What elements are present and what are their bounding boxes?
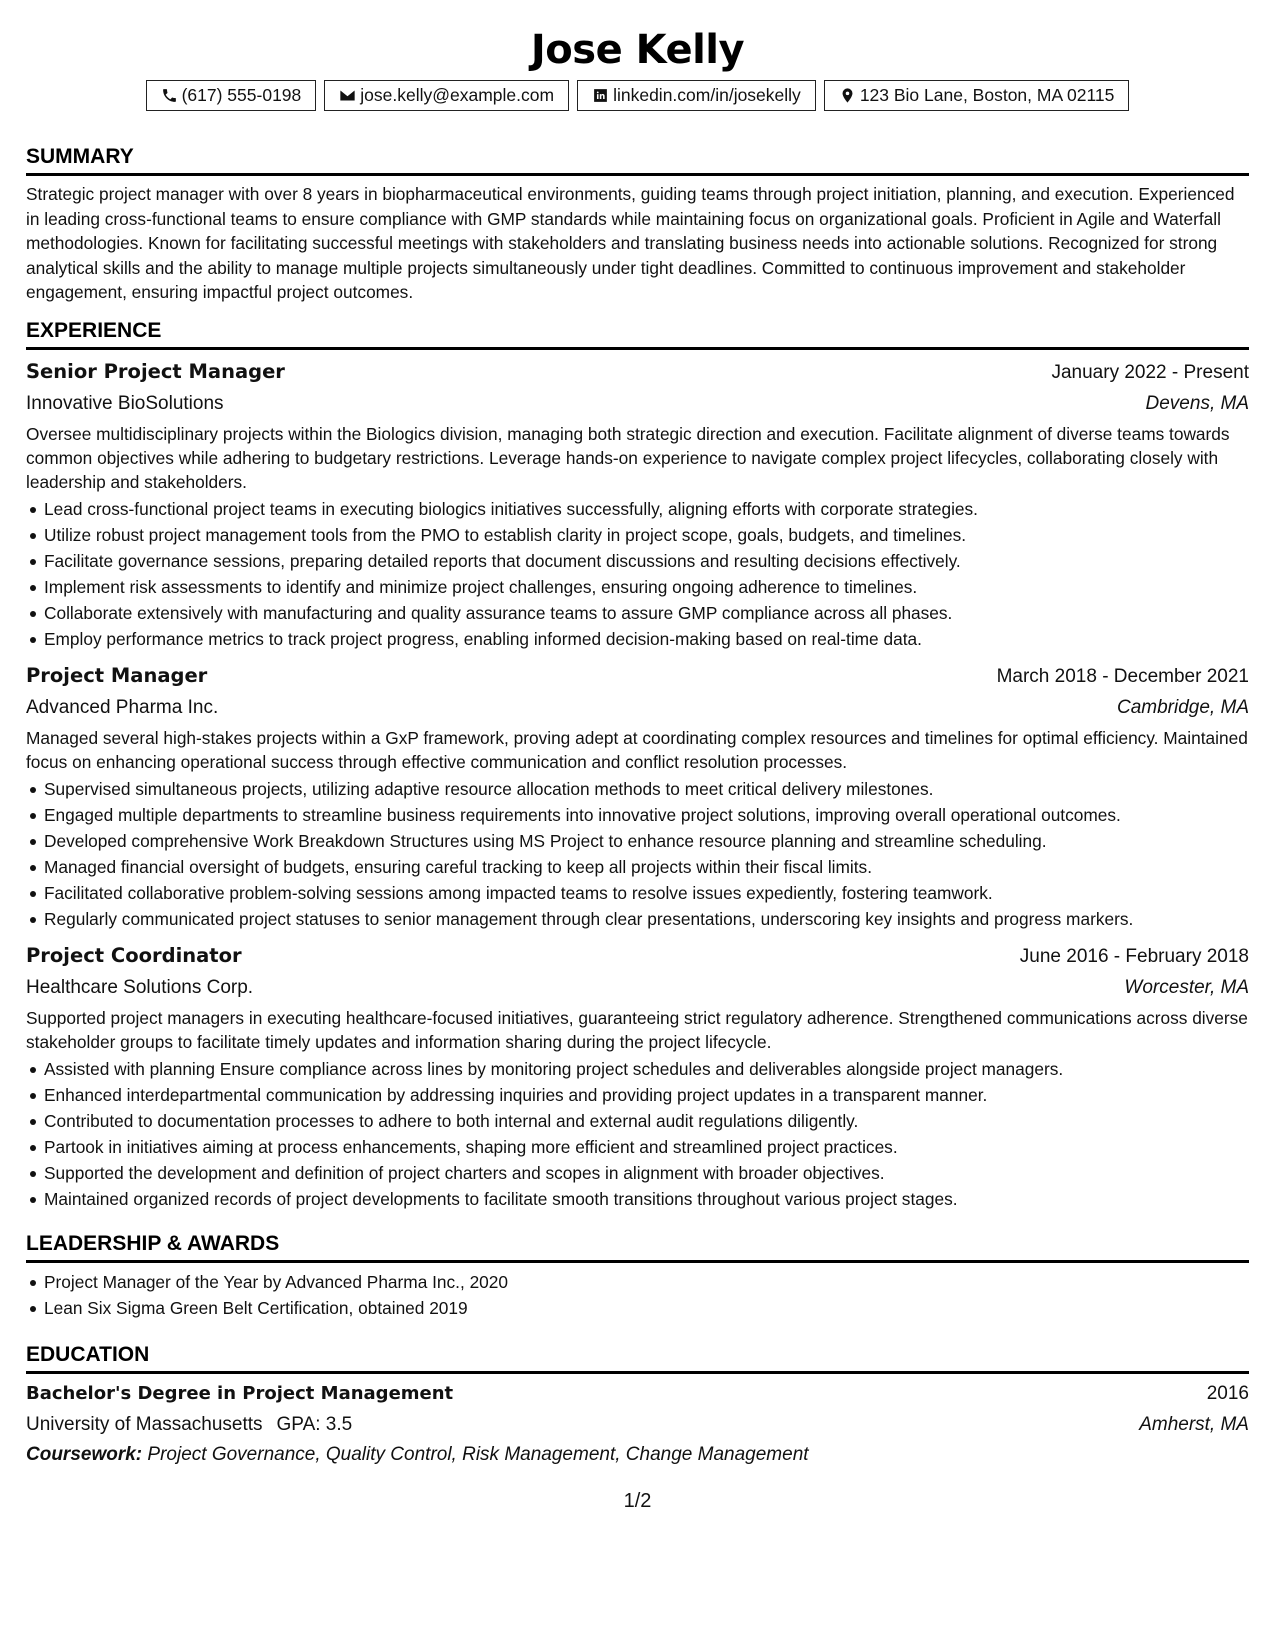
contact-address[interactable] — [824, 80, 1130, 111]
job-company: Healthcare Solutions Corp. — [26, 976, 254, 998]
list-item: Engaged multiple departments to streamline business requirements into innovative project solutions, improving overall operational outcomes. — [26, 802, 1249, 828]
list-item: Facilitated collaborative problem-solving sessions among impacted teams to resolve issues expediently, fostering teamwork. — [26, 880, 1249, 906]
contact-email-text: jose.kelly@example.com — [360, 85, 555, 105]
job-location: Worcester, MA — [1124, 976, 1249, 998]
graduation-year: 2016 — [1206, 1382, 1249, 1404]
list-item: Partook in initiatives aiming at process enhancements, shaping more efficient and streamlined project practices. — [26, 1134, 1249, 1160]
gpa: GPA: 3.5 — [276, 1413, 353, 1435]
resume-page — [26, 0, 1249, 1470]
list-item: Lean Six Sigma Green Belt Certification, obtained 2019 — [26, 1295, 1249, 1321]
contact-linkedin[interactable] — [577, 80, 816, 111]
linkedin-icon — [592, 87, 609, 104]
list-item: Supervised simultaneous projects, utilizing adaptive resource allocation methods to meet critical delivery milestones. — [26, 776, 1249, 802]
list-item: Enhanced interdepartmental communication by addressing inquiries and providing project updates in a transparent manner. — [26, 1082, 1249, 1108]
summary-heading: SUMMARY — [26, 145, 1249, 176]
experience-section — [26, 319, 1249, 1212]
job-bullets — [26, 1056, 1249, 1212]
contact-phone-text: (617) 555-0198 — [181, 85, 302, 105]
job-location: Cambridge, MA — [1117, 696, 1249, 718]
contact-address-text: 123 Bio Lane, Boston, MA 02115 — [859, 85, 1115, 105]
contact-phone[interactable] — [146, 80, 317, 111]
education-section — [26, 1343, 1249, 1470]
awards-list — [26, 1269, 1249, 1321]
summary-section — [26, 145, 1249, 305]
list-item: Utilize robust project management tools from the PMO to establish clarity in project scope, goals, budgets, and timelines. — [26, 522, 1249, 548]
job-company: Advanced Pharma Inc. — [26, 696, 219, 718]
experience-heading: EXPERIENCE — [26, 319, 1249, 350]
job-entry — [26, 940, 1249, 1212]
leadership-section — [26, 1232, 1249, 1321]
job-dates: June 2016 - February 2018 — [1019, 945, 1249, 967]
phone-icon — [161, 87, 178, 104]
list-item: Supported the development and definition of project charters and scopes in alignment with broader objectives. — [26, 1160, 1249, 1186]
job-location: Devens, MA — [1145, 392, 1249, 414]
list-item: Implement risk assessments to identify and minimize project challenges, ensuring ongoing adherence to timelines. — [26, 574, 1249, 600]
list-item: Project Manager of the Year by Advanced Pharma Inc., 2020 — [26, 1269, 1249, 1295]
job-bullets — [26, 496, 1249, 652]
job-company: Innovative BioSolutions — [26, 392, 224, 414]
list-item: Developed comprehensive Work Breakdown Structures using MS Project to enhance resource planning and streamline scheduling. — [26, 828, 1249, 854]
list-item: Employ performance metrics to track project progress, enabling informed decision-making based on real-time data. — [26, 626, 1249, 652]
job-description: Supported project managers in executing healthcare-focused initiatives, guaranteeing strict regulatory adherence. Strengthened communications across diverse stakeholder groups to facilitate timely updates and information sharing during the project lifecycle. — [26, 1007, 1248, 1052]
job-title: Project Coordinator — [26, 943, 242, 967]
list-item: Facilitate governance sessions, preparing detailed reports that document discussions and resulting decisions effectively. — [26, 548, 1249, 574]
job-entry — [26, 356, 1249, 652]
job-description: Oversee multidisciplinary projects within the Biologics division, managing both strategic direction and execution. Facilitate alignment of diverse teams towards common objectives while adhering to budgetary restrictions. Leverage hands-on experience to navigate complex project lifecycles, collaborating closely with leadership and stakeholders. — [26, 423, 1230, 492]
map-pin-icon — [839, 87, 856, 104]
job-title: Project Manager — [26, 663, 208, 687]
page-number: 1/2 — [623, 1490, 652, 1512]
leadership-heading: LEADERSHIP & AWARDS — [26, 1232, 1249, 1263]
job-dates: January 2022 - Present — [1051, 361, 1249, 383]
institution-name: University of Massachusetts — [26, 1413, 263, 1435]
list-item: Regularly communicated project statuses to senior management through clear presentations, underscoring key insights and progress markers. — [26, 906, 1249, 932]
degree-title: Bachelor's Degree in Project Management — [26, 1382, 454, 1404]
education-heading: EDUCATION — [26, 1343, 1249, 1374]
job-entry — [26, 660, 1249, 932]
job-dates: March 2018 - December 2021 — [996, 665, 1249, 687]
contact-email[interactable] — [324, 80, 569, 111]
job-title: Senior Project Manager — [26, 359, 285, 383]
coursework-list: Project Governance, Quality Control, Risk Management, Change Management — [147, 1443, 809, 1465]
list-item: Assisted with planning Ensure compliance across lines by monitoring project schedules and deliverables alongside project managers. — [26, 1056, 1249, 1082]
list-item: Lead cross-functional project teams in executing biologics initiatives successfully, aligning efforts with corporate strategies. — [26, 496, 1249, 522]
contact-linkedin-text: linkedin.com/in/josekelly — [613, 85, 801, 105]
list-item: Managed financial oversight of budgets, ensuring careful tracking to keep all projects within their fiscal limits. — [26, 854, 1249, 880]
coursework-label: Coursework: — [26, 1443, 143, 1465]
envelope-icon — [339, 87, 356, 104]
institution — [26, 1410, 352, 1440]
contact-bar — [26, 80, 1249, 111]
summary-text: Strategic project manager with over 8 years in biopharmaceutical environments, guiding teams through project initiation, planning, and execution. Experienced in leading cross-functional teams to ensure compliance with GMP standards while maintaining focus on organizational goals. Proficient in Agile and Waterfall methodologies. Known for facilitating successful meetings with stakeholders and translating business needs into actionable solutions. Recognized for strong analytical skills and the ability to manage multiple projects simultaneously under tight deadlines. Committed to continuous improvement and stakeholder engagement, ensuring impactful project outcomes. — [26, 184, 1235, 302]
job-bullets — [26, 776, 1249, 932]
candidate-name: Jose Kelly — [530, 27, 745, 73]
job-description: Managed several high-stakes projects within a GxP framework, proving adept at coordinating complex resources and timelines for optimal efficiency. Maintained focus on enhancing operational success through effective communication and conflict resolution processes. — [26, 727, 1248, 772]
coursework — [26, 1440, 1249, 1470]
education-location: Amherst, MA — [1139, 1413, 1249, 1435]
list-item: Contributed to documentation processes to adhere to both internal and external audit regulations diligently. — [26, 1108, 1249, 1134]
list-item: Collaborate extensively with manufacturing and quality assurance teams to assure GMP compliance across all phases. — [26, 600, 1249, 626]
list-item: Maintained organized records of project developments to facilitate smooth transitions throughout various project stages. — [26, 1186, 1249, 1212]
